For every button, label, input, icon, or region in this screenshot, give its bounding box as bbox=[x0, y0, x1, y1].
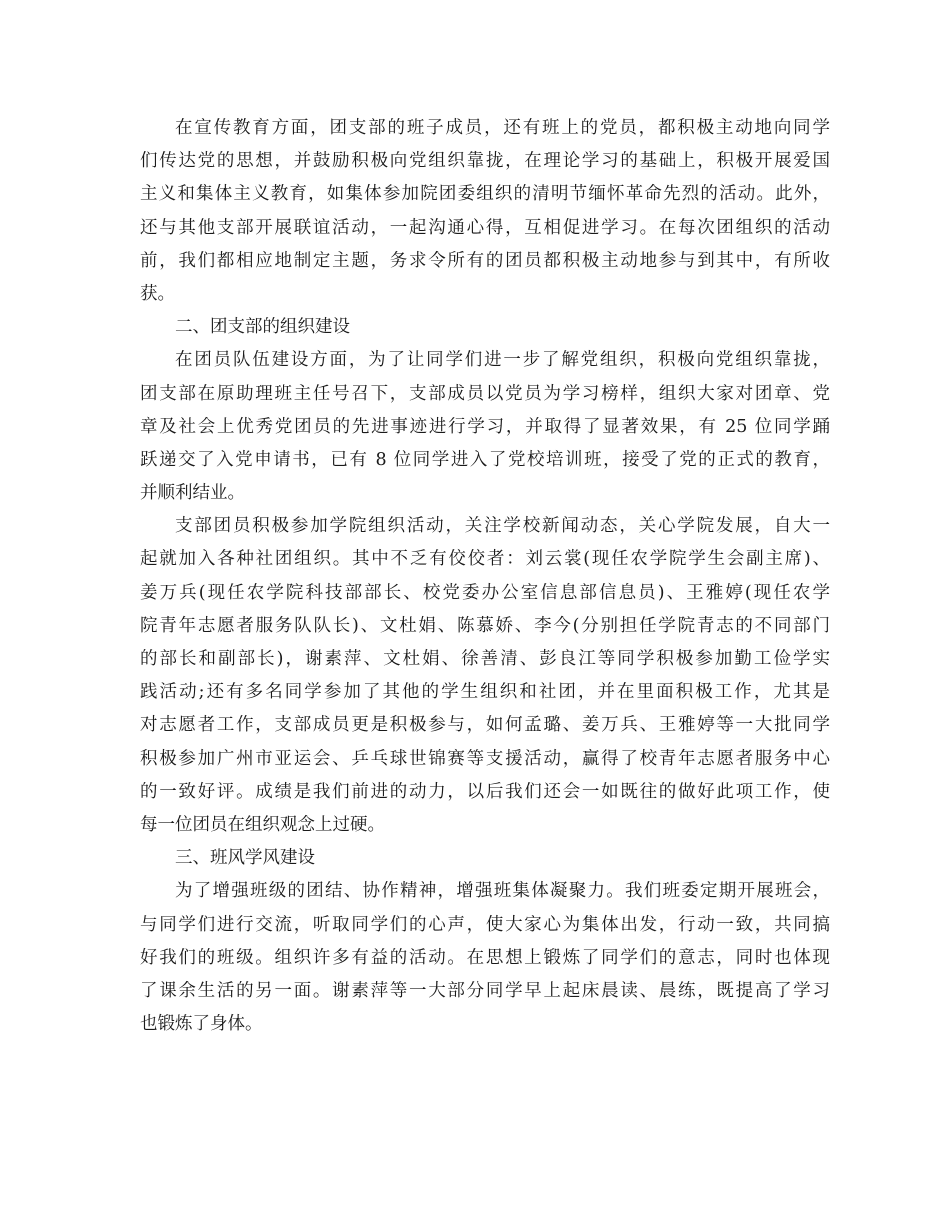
text-line: 的一致好评。成绩是我们前进的动力，以后我们还会一如既往的做好此项工作，使 bbox=[140, 781, 830, 802]
text-line: 并顺利结业。 bbox=[140, 483, 245, 504]
text-line: 每一位团员在组织观念上过硬。 bbox=[140, 814, 385, 835]
text-line: 在宣传教育方面，团支部的班子成员，还有班上的党员，都积极主动地向同学 bbox=[175, 118, 830, 138]
text-line: 获。 bbox=[140, 283, 175, 304]
text-line: 好我们的班级。组织许多有益的活动。在思想上锻炼了同学们的意志，同时也体现 bbox=[140, 947, 830, 968]
text-line: 院青年志愿者服务队队长)、文杜娟、陈慕娇、李今(分别担任学院青志的不同部门 bbox=[140, 615, 830, 636]
text-line: 章及社会上优秀党团员的先进事迹进行学习，并取得了显著效果，有 25 位同学踊 bbox=[140, 416, 830, 437]
text-line: 支部团员积极参加学院组织活动，关注学校新闻动态，关心学院发展，自大一 bbox=[175, 516, 830, 537]
text-line: 积极参加广州市亚运会、乒乓球世锦赛等支援活动，赢得了校青年志愿者服务中心 bbox=[140, 748, 830, 769]
text-line: 在团员队伍建设方面，为了让同学们进一步了解党组织，积极向党组织靠拢， bbox=[175, 350, 830, 371]
text-line: 对志愿者工作，支部成员更是积极参与，如何孟璐、姜万兵、王雅婷等一大批同学 bbox=[140, 715, 830, 736]
section-heading: 二、团支部的组织建设 bbox=[175, 317, 350, 338]
text-line: 了课余生活的另一面。谢素萍等一大部分同学早上起床晨读、晨练，既提高了学习 bbox=[140, 980, 830, 1001]
text-line: 践活动;还有多名同学参加了其他的学生组织和社团，并在里面积极工作，尤其是 bbox=[140, 682, 830, 703]
text-line: 与同学们进行交流，听取同学们的心声，使大家心为集体出发，行动一致，共同搞 bbox=[140, 914, 830, 935]
text-line: 姜万兵(现任农学院科技部部长、校党委办公室信息部信息员)、王雅婷(现任农学 bbox=[140, 582, 830, 603]
text-line: 还与其他支部开展联谊活动，一起沟通心得，互相促进学习。在每次团组织的活动 bbox=[140, 217, 830, 238]
text-line: 跃递交了入党申请书，已有 8 位同学进入了党校培训班，接受了党的正式的教育， bbox=[140, 449, 830, 470]
text-line: 前，我们都相应地制定主题，务求令所有的团员都积极主动地参与到其中，有所收 bbox=[140, 250, 830, 271]
text-line: 的部长和副部长)，谢素萍、文杜娟、徐善清、彭良江等同学积极参加勤工俭学实 bbox=[140, 649, 830, 669]
text-line: 起就加入各种社团组织。其中不乏有佼佼者：刘云裳(现任农学院学生会副主席)、 bbox=[140, 549, 830, 570]
document-body bbox=[140, 112, 830, 1041]
text-line: 也锻炼了身体。 bbox=[140, 1014, 263, 1035]
text-line: 们传达党的思想，并鼓励积极向党组织靠拢，在理论学习的基础上，积极开展爱国 bbox=[140, 151, 830, 172]
text-line: 主义和集体主义教育，如集体参加院团委组织的清明节缅怀革命先烈的活动。此外， bbox=[140, 184, 830, 205]
text-line: 为了增强班级的团结、协作精神，增强班集体凝聚力。我们班委定期开展班会， bbox=[175, 881, 830, 902]
text-line: 团支部在原助理班主任号召下，支部成员以党员为学习榜样，组织大家对团章、党 bbox=[140, 383, 830, 404]
section-heading: 三、班风学风建设 bbox=[175, 848, 315, 869]
